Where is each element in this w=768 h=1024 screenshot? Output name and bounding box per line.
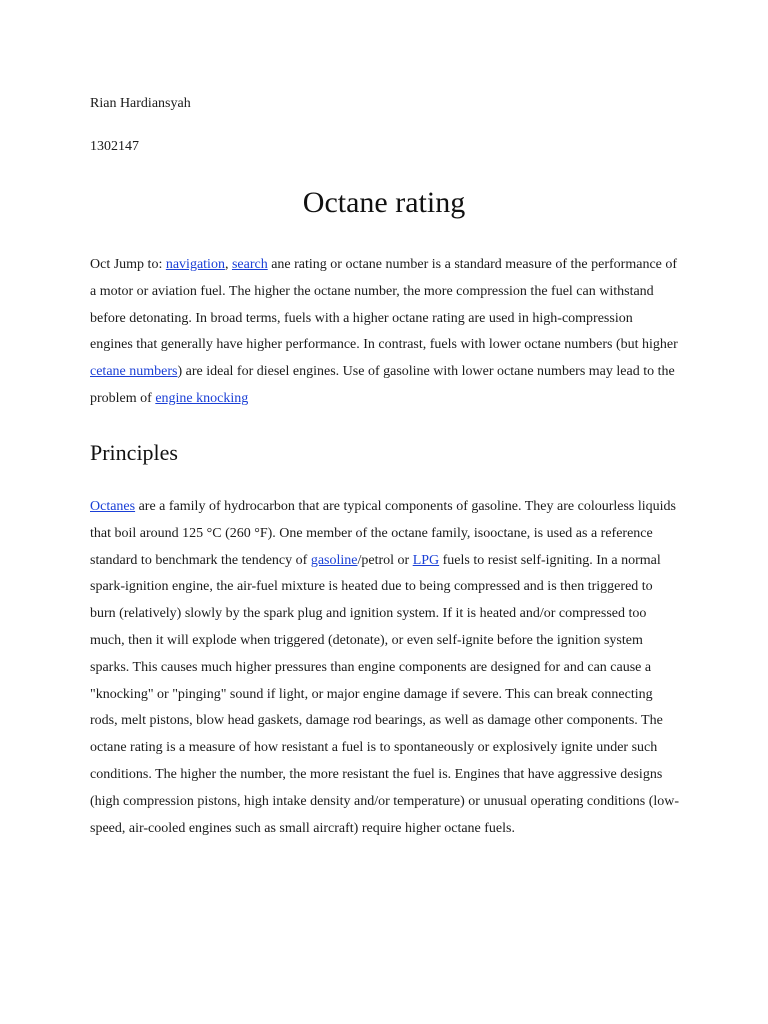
principles-text-1: are a family of hydrocarbon that are typical components of gasoline. They are colourless liquids that boil around 125 °C (260 °F). One member of the octane family, isooctane, is used as a reference standard to benchmark the tendency of <box>90 499 676 568</box>
intro-text-4: ) are ideal for diesel engines. Use of gasoline with lower octane numbers may lead to the problem of <box>90 364 675 406</box>
cetane-numbers-link[interactable]: cetane numbers <box>90 364 178 380</box>
principles-text-2: /petrol or <box>357 552 413 568</box>
page-title: Octane rating <box>302 186 466 219</box>
search-link[interactable]: search <box>231 257 268 272</box>
intro-text-3: ane rating or octane number is a standard measure of the performance of a motor or aviation fuel. The higher the octane number, the more compression the fuel can withstand before detonating. In broad terms, fuels with a higher octane rating are used in high-compression engines that generally have higher performance. In contrast, fuels with lower octane numbers (but higher <box>90 257 678 353</box>
octanes-link[interactable]: Octanes <box>90 499 136 514</box>
principles-paragraph <box>90 494 680 842</box>
navigation-link[interactable]: navigation <box>165 257 225 272</box>
principles-heading: Principles <box>90 440 178 465</box>
intro-text-2: , <box>224 257 232 272</box>
engine-knocking-link[interactable]: engine knocking <box>155 390 249 406</box>
principles-text-3: fuels to resist self-igniting. In a normal spark-ignition engine, the air-fuel mixture is heated due to being compressed and is then triggered to burn (relatively) slowly by the spark plug and ignition system. If it is heated and/or compressed too much, then it will explode when triggered (detonate), or even self-ignite before the ignition system sparks. This causes much higher pressures than engine components are designed for and can cause a "knocking" or "pinging" sound if light, or major engine damage if severe. This can break connecting rods, melt pistons, blow head gaskets, damage rod bearings, as well as damage other components. The octane rating is a measure of how resistant a fuel is to spontaneously or explosively ignite under such conditions. The higher the number, the more resistant the fuel is. Engines that have aggressive designs (high compression pistons, high intake density and/or temperature) or unusual operating conditions (low-speed, air-cooled engines such as small aircraft) require higher octane fuels. <box>90 552 680 836</box>
intro-paragraph <box>90 252 678 413</box>
intro-text-1: Oct Jump to: <box>90 257 166 272</box>
lpg-link[interactable]: LPG <box>412 552 440 568</box>
author-name: Rian Hardiansyah <box>90 96 191 111</box>
gasoline-link[interactable]: gasoline <box>310 552 358 568</box>
student-id: 1302147 <box>90 139 139 154</box>
